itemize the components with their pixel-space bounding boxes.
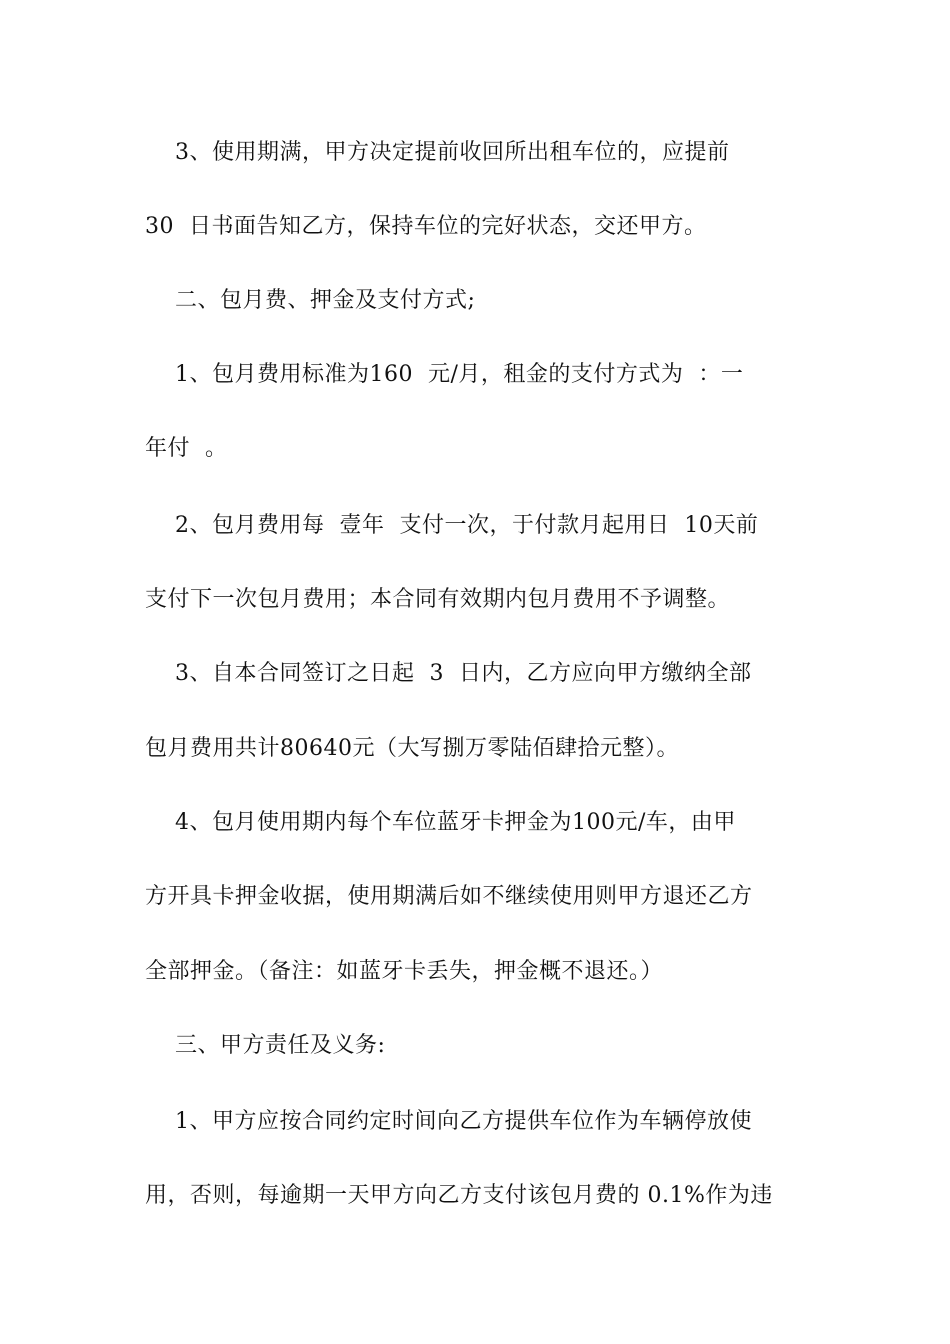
text-line: 3、使用期满，甲方决定提前收回所出租车位的，应提前 [145,140,730,165]
text-line: 年付 。 [145,436,228,461]
text-line: 包月费用共计80640元（大写捌万零陆佰肆拾元整）。 [145,736,679,761]
section-heading: 三、甲方责任及义务: [145,1033,386,1058]
text-line: 方开具卡押金收据，使用期满后如不继续使用则甲方退还乙方 [145,884,753,909]
text-line: 2、包月费用每 壹年 支付一次，于付款月起用日 10天前 [145,513,759,538]
text-line: 1、包月费用标准为160 元/月，租金的支付方式为 ：一 [145,362,744,387]
text-line: 1、甲方应按合同约定时间向乙方提供车位作为车辆停放使 [145,1109,752,1134]
section-heading: 二、包月费、押金及支付方式; [145,288,476,313]
text-line: 用，否则，每逾期一天甲方向乙方支付该包月费的 0.1%作为违 [145,1183,773,1208]
text-line: 4、包月使用期内每个车位蓝牙卡押金为100元/车，由甲 [145,810,736,835]
text-line: 支付下一次包月费用；本合同有效期内包月费用不予调整。 [145,587,731,612]
text-line: 30 日书面告知乙方，保持车位的完好状态，交还甲方。 [145,214,707,239]
text-line: 全部押金。（备注：如蓝牙卡丢失，押金概不退还。） [145,959,664,984]
text-line: 3、自本合同签订之日起 3 日内，乙方应向甲方缴纳全部 [145,661,752,686]
